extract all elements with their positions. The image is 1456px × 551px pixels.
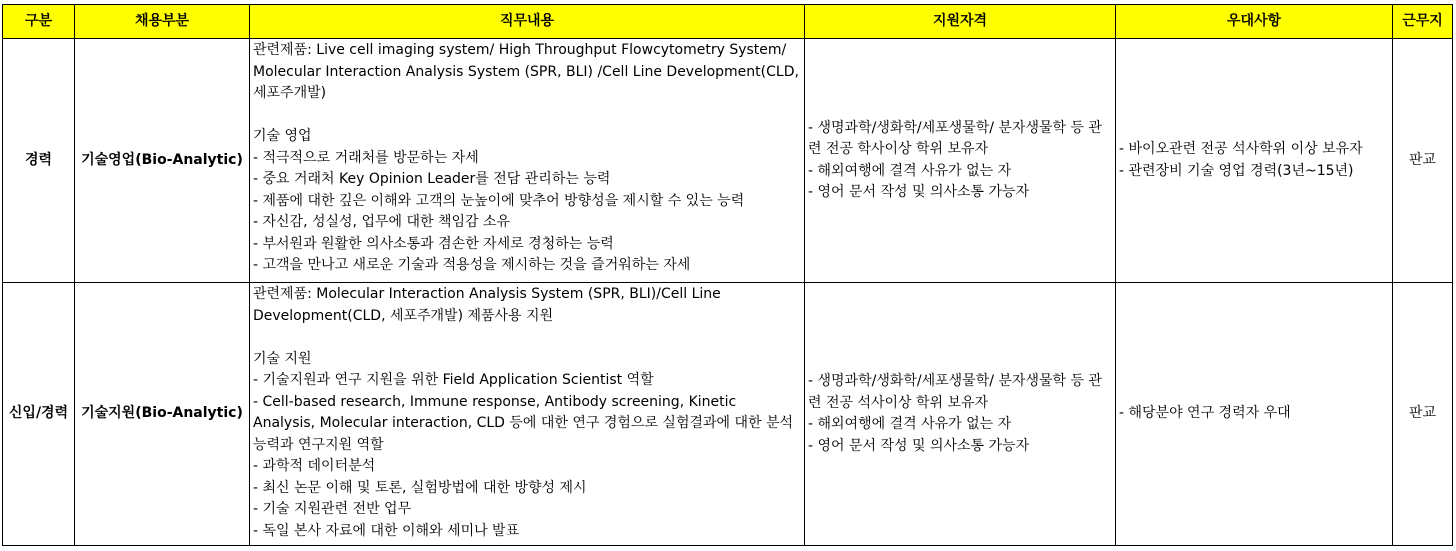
preference-item: - 관련장비 기술 영업 경력(3년~15년) <box>1119 162 1354 179</box>
qualification-item: - 생명과학/생화학/세포생물학/ 분자생물학 등 관련 전공 학사이상 학위 보유자 <box>808 119 1102 157</box>
duty-products: 관련제품: Molecular Interaction Analysis System (SPR, BLI)/Cell Line Development(CLD, 세포주개발) 제품사용 지원 <box>253 286 721 324</box>
qualification-item: - 해외여행에 결격 사유가 없는 자 <box>808 162 1012 179</box>
duty-item: - 적극적으로 거래처를 방문하는 자세 <box>253 149 479 166</box>
qualification-cell <box>805 283 1116 546</box>
qualification-item: - 영어 문서 작성 및 의사소통 가능자 <box>808 184 1030 200</box>
duty-item: - Cell-based research, Immune response, Antibody screening, Kinetic Analysis, Molecular interaction, CLD 등에 대한 연구 경험으로 실험결과에 대한 분석 능력과 연구지원 역할 <box>253 393 794 453</box>
duty-item: - 고객을 만나고 새로운 기술과 적용성을 제시하는 것을 즐거워하는 자세 <box>253 257 691 273</box>
table-row <box>3 283 1453 546</box>
duty-item: - 중요 거래처 Key Opinion Leader를 전담 관리하는 능력 <box>253 171 611 187</box>
category-cell: 경력 <box>3 39 75 283</box>
preference-item: - 해당분야 연구 경력자 우대 <box>1119 405 1291 422</box>
location-cell: 판교 <box>1393 283 1453 546</box>
position-cell: 기술영업(Bio-Analytic) <box>75 39 250 283</box>
preference-item: - 바이오관련 전공 석사학위 이상 보유자 <box>1119 141 1363 157</box>
table-row <box>3 39 1453 283</box>
duty-spacer <box>253 105 801 127</box>
header-qualification: 지원자격 <box>805 5 1116 39</box>
header-preference: 우대사항 <box>1116 5 1393 39</box>
duty-cell <box>250 39 805 283</box>
header-category: 구분 <box>3 5 75 39</box>
category-cell: 신입/경력 <box>3 283 75 546</box>
duty-spacer <box>253 327 801 349</box>
location-cell: 판교 <box>1393 39 1453 283</box>
qualification-cell <box>805 39 1116 283</box>
duty-item: - 자신감, 성실성, 업무에 대한 책임감 소유 <box>253 214 511 230</box>
duty-products: 관련제품: Live cell imaging system/ High Throughput Flowcytometry System/ Molecular Interaction Analysis System (SPR, BLI) /Cell Line Development(CLD, 세포주개발) <box>253 42 799 101</box>
duty-section-title: 기술 영업 <box>253 128 312 144</box>
duty-item: - 부서원과 원활한 의사소통과 겸손한 자세로 경청하는 능력 <box>253 235 614 252</box>
duty-cell <box>250 283 805 546</box>
job-posting-table <box>2 4 1453 546</box>
duty-item: - 제품에 대한 깊은 이해와 고객의 눈높이에 맞추어 방향성을 제시할 수 있는 능력 <box>253 192 745 209</box>
qualification-item: - 해외여행에 결격 사유가 없는 자 <box>808 416 1012 432</box>
qualification-item: - 생명과학/생화학/세포생물학/ 분자생물학 등 관련 전공 석사이상 학위 보유자 <box>808 373 1102 411</box>
header-position: 채용부분 <box>75 5 250 39</box>
header-duty: 직무내용 <box>250 5 805 39</box>
duty-item: - 최신 논문 이해 및 토론, 실험방법에 대한 방향성 제시 <box>253 479 587 496</box>
duty-item: - 과학적 데이터분석 <box>253 458 376 474</box>
preference-cell <box>1116 39 1393 283</box>
qualification-item: - 영어 문서 작성 및 의사소통 가능자 <box>808 437 1030 454</box>
preference-cell <box>1116 283 1393 546</box>
position-cell: 기술지원(Bio-Analytic) <box>75 283 250 546</box>
header-row <box>3 5 1453 39</box>
duty-item: - 기술 지원관련 전반 업무 <box>253 501 412 517</box>
duty-item: - 기술지원과 연구 지원을 위한 Field Application Scientist 역할 <box>253 372 654 388</box>
duty-item: - 독일 본사 자료에 대한 이해와 세미나 발표 <box>253 522 520 539</box>
duty-section-title: 기술 지원 <box>253 350 312 367</box>
header-location: 근무지 <box>1393 5 1453 39</box>
